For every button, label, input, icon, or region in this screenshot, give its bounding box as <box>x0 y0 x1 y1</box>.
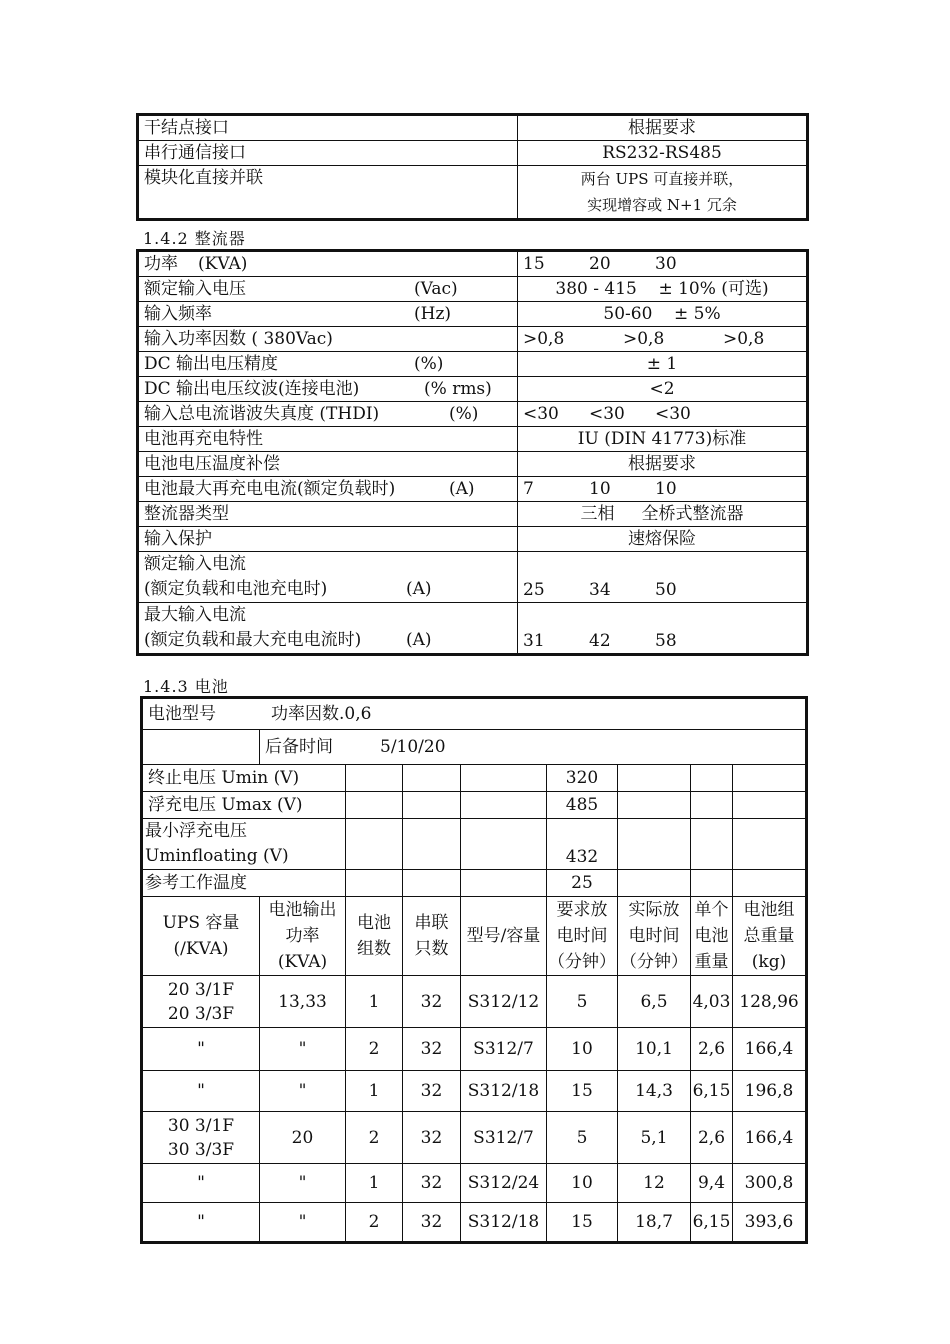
model-cell: S312/12 <box>461 976 547 1028</box>
table-row <box>139 277 807 302</box>
req-time-cell: 15 <box>547 1203 618 1242</box>
col-power <box>260 897 346 976</box>
col-series-line1: 串联 <box>414 913 449 933</box>
max-current-v2: 42 <box>589 631 611 651</box>
col-tw-line1: 电池组 <box>743 900 795 920</box>
pf-v1: >0,8 <box>523 329 565 349</box>
pf-v3: >0,8 <box>723 329 765 349</box>
table-row <box>143 1112 806 1164</box>
rated-current-v1: 25 <box>523 580 545 600</box>
total-weight-cell: 300,8 <box>733 1164 806 1203</box>
ups-capacity-line1: " <box>197 1212 205 1232</box>
col-act-time <box>618 897 691 976</box>
col-ups <box>143 897 260 976</box>
col-req-time <box>547 897 618 976</box>
thdi-values <box>518 402 807 427</box>
pf-v2: >0,8 <box>623 329 665 349</box>
table-row <box>139 502 807 527</box>
ups-capacity-line1: 30 3/1F <box>167 1115 235 1136</box>
empty-cell <box>618 765 691 792</box>
rated-current-v3: 50 <box>655 580 677 600</box>
empty-cell <box>346 870 403 897</box>
uminf-value: 432 <box>547 819 618 870</box>
series-cell: 32 <box>403 976 461 1028</box>
table-row <box>139 603 807 654</box>
col-power-line2: 功率 <box>285 926 320 946</box>
backup-label: 后备时间 <box>265 737 333 757</box>
total-weight-cell: 166,4 <box>733 1112 806 1164</box>
model-cell: S312/18 <box>461 1203 547 1242</box>
empty-cell <box>403 792 461 819</box>
table-row <box>139 527 807 552</box>
total-weight-cell: 393,6 <box>733 1203 806 1242</box>
col-req-line2: 电时间 <box>556 926 608 946</box>
dc-ripple-label: DC 输出电压纹波(连接电池) <box>144 379 360 399</box>
empty-cell <box>691 819 733 870</box>
max-current-unit: (A) <box>406 630 432 650</box>
table-row <box>143 699 806 730</box>
table-row <box>143 819 806 870</box>
col-act-line3: （分钟） <box>620 952 688 972</box>
table-row <box>139 427 807 452</box>
empty-cell <box>403 819 461 870</box>
col-unit-weight <box>691 897 733 976</box>
max-current-v1: 31 <box>523 631 545 651</box>
table-row <box>139 141 807 166</box>
header-row <box>143 897 806 976</box>
rectifier-table <box>138 251 807 654</box>
model-cell: S312/7 <box>461 1112 547 1164</box>
table-row <box>139 116 807 141</box>
rated-current-values <box>518 552 807 603</box>
table-row <box>143 730 806 765</box>
rated-current-label-line2: (额定负载和电池充电时) <box>144 579 328 599</box>
table-row <box>143 870 806 897</box>
battery-model-cell <box>143 699 806 730</box>
battery-rows <box>143 976 806 1242</box>
col-series <box>403 897 461 976</box>
col-power-line3: (KVA) <box>277 952 328 972</box>
max-recharge-label: 电池最大再充电电流(额定负载时) <box>144 479 396 499</box>
col-uw-line1: 单个 <box>694 900 729 920</box>
series-cell: 32 <box>403 1028 461 1071</box>
table-row <box>143 1203 806 1242</box>
empty-cell <box>733 765 806 792</box>
rated-voltage-label: 额定输入电压 <box>144 279 246 299</box>
col-groups <box>346 897 403 976</box>
table-row <box>139 377 807 402</box>
empty-cell <box>143 730 260 765</box>
dc-ripple-value: <2 <box>518 377 807 402</box>
dry-contact-label: 干结点接口 <box>139 116 518 141</box>
max-current-label-cell <box>139 603 518 654</box>
thdi-v3: <30 <box>655 404 691 424</box>
thdi-unit: (%) <box>449 404 479 424</box>
dc-ripple-unit: (% rms) <box>424 379 492 399</box>
empty-cell <box>733 819 806 870</box>
rated-current-v2: 34 <box>589 580 611 600</box>
empty-cell <box>461 765 547 792</box>
total-weight-cell: 196,8 <box>733 1071 806 1112</box>
empty-cell <box>618 792 691 819</box>
ups-capacity-cell <box>143 1203 260 1242</box>
backup-time-cell <box>260 730 806 765</box>
rated-voltage-unit: (Vac) <box>414 279 458 299</box>
col-total-weight <box>733 897 806 976</box>
thdi-label-cell <box>139 402 518 427</box>
frequency-value: 50-60 ± 5% <box>518 302 807 327</box>
col-uw-line2: 电池 <box>694 926 729 946</box>
backup-value: 5/10/20 <box>380 737 446 757</box>
power-v1: 15 <box>523 254 545 274</box>
ups-capacity-line2: 20 3/3F <box>167 1003 235 1024</box>
empty-cell <box>618 870 691 897</box>
series-cell: 32 <box>403 1203 461 1242</box>
empty-cell <box>733 792 806 819</box>
table-row <box>143 1071 806 1112</box>
max-recharge-unit: (A) <box>449 479 475 499</box>
parallel-value-line1: 两台 UPS 可直接并联， <box>580 170 744 188</box>
recharge-value: IU (DIN 41773)标准 <box>518 427 807 452</box>
unit-weight-cell: 2,6 <box>691 1028 733 1071</box>
act-time-cell: 10,1 <box>618 1028 691 1071</box>
rated-voltage-label-cell <box>139 277 518 302</box>
unit-weight-cell: 9,4 <box>691 1164 733 1203</box>
power-values <box>518 252 807 277</box>
max-recharge-v2: 10 <box>589 479 611 499</box>
uminf-label-line2: Uminfloating (V) <box>145 846 289 866</box>
req-time-cell: 15 <box>547 1071 618 1112</box>
table-row <box>139 452 807 477</box>
dc-precision-unit: (%) <box>414 354 444 374</box>
empty-cell <box>346 765 403 792</box>
uminf-label-cell <box>143 819 346 870</box>
table-row <box>143 1028 806 1071</box>
ups-capacity-line1: 20 3/1F <box>167 979 235 1000</box>
groups-cell: 1 <box>346 1164 403 1203</box>
col-ups-line2: (/KVA) <box>173 939 229 959</box>
power-label-cell <box>139 252 518 277</box>
series-cell: 32 <box>403 1164 461 1203</box>
ref-temp-label: 参考工作温度 <box>143 870 346 897</box>
max-recharge-label-cell <box>139 477 518 502</box>
dry-contact-value: 根据要求 <box>518 116 807 141</box>
rated-voltage-value: 380 - 415 ± 10% (可选) <box>518 277 807 302</box>
empty-cell <box>618 819 691 870</box>
unit-weight-cell: 6,15 <box>691 1203 733 1242</box>
col-act-line1: 实际放 <box>628 900 680 920</box>
empty-cell <box>403 765 461 792</box>
ups-capacity-line2: 30 3/3F <box>167 1139 235 1160</box>
ups-capacity-cell <box>143 976 260 1028</box>
battery-model-label: 电池型号 <box>148 704 216 724</box>
rated-current-unit: (A) <box>406 579 432 599</box>
input-protection-value: 速熔保险 <box>518 527 807 552</box>
interface-table <box>138 115 807 219</box>
frequency-unit: (Hz) <box>414 304 452 324</box>
col-series-line2: 只数 <box>414 939 449 959</box>
umin-label: 终止电压 Umin (V) <box>143 765 346 792</box>
power-cell: " <box>260 1071 346 1112</box>
total-weight-cell: 166,4 <box>733 1028 806 1071</box>
power-cell: 20 <box>260 1112 346 1164</box>
empty-cell <box>346 792 403 819</box>
series-cell: 32 <box>403 1071 461 1112</box>
empty-cell <box>691 870 733 897</box>
empty-cell <box>461 819 547 870</box>
req-time-cell: 5 <box>547 1112 618 1164</box>
power-label: 功率 <box>144 254 178 274</box>
battery-table <box>142 698 806 1242</box>
temp-comp-label: 电池电压温度补偿 <box>139 452 518 477</box>
table-row <box>143 1164 806 1203</box>
serial-interface-value: RS232-RS485 <box>518 141 807 166</box>
col-req-line3: （分钟） <box>548 952 616 972</box>
act-time-cell: 5,1 <box>618 1112 691 1164</box>
req-time-cell: 10 <box>547 1164 618 1203</box>
ups-capacity-line1: " <box>197 1173 205 1193</box>
max-current-values <box>518 603 807 654</box>
parallel-label: 模块化直接并联 <box>139 166 518 219</box>
umax-value: 485 <box>547 792 618 819</box>
ups-capacity-cell <box>143 1164 260 1203</box>
table-row <box>139 402 807 427</box>
recharge-label: 电池再充电特性 <box>139 427 518 452</box>
temp-comp-value: 根据要求 <box>518 452 807 477</box>
empty-cell <box>461 792 547 819</box>
power-v2: 20 <box>589 254 611 274</box>
act-time-cell: 14,3 <box>618 1071 691 1112</box>
col-model: 型号/容量 <box>461 897 547 976</box>
empty-cell <box>691 765 733 792</box>
power-factor-text: 功率因数.0,6 <box>271 704 372 724</box>
groups-cell: 2 <box>346 1028 403 1071</box>
groups-cell: 2 <box>346 1112 403 1164</box>
table-row <box>139 352 807 377</box>
col-groups-line1: 电池 <box>357 913 391 933</box>
umin-value: 320 <box>547 765 618 792</box>
act-time-cell: 12 <box>618 1164 691 1203</box>
col-act-line2: 电时间 <box>628 926 680 946</box>
ref-temp-value: 25 <box>547 870 618 897</box>
uminf-label-line1: 最小浮充电压 <box>145 821 247 841</box>
empty-cell <box>691 792 733 819</box>
empty-cell <box>461 870 547 897</box>
dc-precision-value: ± 1 <box>518 352 807 377</box>
model-cell: S312/7 <box>461 1028 547 1071</box>
series-cell: 32 <box>403 1112 461 1164</box>
rated-current-label-line1: 额定输入电流 <box>144 554 246 574</box>
unit-weight-cell: 6,15 <box>691 1071 733 1112</box>
ups-capacity-cell <box>143 1112 260 1164</box>
power-cell: 13,33 <box>260 976 346 1028</box>
ups-capacity-cell <box>143 1028 260 1071</box>
max-recharge-values <box>518 477 807 502</box>
table-row <box>139 477 807 502</box>
col-power-line1: 电池输出 <box>268 900 337 920</box>
max-recharge-v3: 10 <box>655 479 677 499</box>
groups-cell: 2 <box>346 1203 403 1242</box>
table-row <box>143 765 806 792</box>
table-row <box>139 327 807 352</box>
dc-ripple-label-cell <box>139 377 518 402</box>
max-recharge-v1: 7 <box>523 479 534 499</box>
table-row <box>139 166 807 219</box>
rectifier-type-label: 整流器类型 <box>139 502 518 527</box>
table-row <box>143 792 806 819</box>
rated-current-label-cell <box>139 552 518 603</box>
table-row <box>139 552 807 603</box>
groups-cell: 1 <box>346 976 403 1028</box>
act-time-cell: 6,5 <box>618 976 691 1028</box>
ups-capacity-line1: " <box>197 1039 205 1059</box>
power-factor-values <box>518 327 807 352</box>
groups-cell: 1 <box>346 1071 403 1112</box>
req-time-cell: 5 <box>547 976 618 1028</box>
col-req-line1: 要求放 <box>556 900 608 920</box>
col-ups-line1: UPS 容量 <box>162 913 240 933</box>
power-v3: 30 <box>655 254 677 274</box>
table-row <box>139 302 807 327</box>
col-tw-line2: 总重量 <box>743 926 795 946</box>
max-current-label-line2: (额定负载和最大充电电流时) <box>144 630 362 650</box>
frequency-label: 输入频率 <box>144 304 212 324</box>
serial-interface-label: 串行通信接口 <box>139 141 518 166</box>
req-time-cell: 10 <box>547 1028 618 1071</box>
col-tw-line3: (kg) <box>751 952 787 972</box>
power-unit: (KVA) <box>198 254 248 274</box>
parallel-value-line2: 实现增容或 N+1 冗余 <box>587 196 737 214</box>
thdi-v2: <30 <box>589 404 625 424</box>
ups-capacity-line1: " <box>197 1081 205 1101</box>
dc-precision-label-cell <box>139 352 518 377</box>
unit-weight-cell: 2,6 <box>691 1112 733 1164</box>
total-weight-cell: 128,96 <box>733 976 806 1028</box>
frequency-label-cell <box>139 302 518 327</box>
empty-cell <box>733 870 806 897</box>
table-row <box>139 252 807 277</box>
act-time-cell: 18,7 <box>618 1203 691 1242</box>
rectifier-type-value: 三相 全桥式整流器 <box>518 502 807 527</box>
power-factor-label: 输入功率因数 ( 380Vac) <box>139 327 518 352</box>
section-heading-rectifier: 1.4.2 整流器 <box>143 229 246 248</box>
model-cell: S312/18 <box>461 1071 547 1112</box>
empty-cell <box>403 870 461 897</box>
col-groups-line2: 组数 <box>357 939 391 959</box>
thdi-v1: <30 <box>523 404 559 424</box>
section-heading-battery: 1.4.3 电池 <box>143 677 229 696</box>
model-cell: S312/24 <box>461 1164 547 1203</box>
power-cell: " <box>260 1164 346 1203</box>
power-cell: " <box>260 1028 346 1071</box>
thdi-label: 输入总电流谐波失真度 (THDI) <box>144 404 380 424</box>
ups-capacity-cell <box>143 1071 260 1112</box>
max-current-v3: 58 <box>655 631 677 651</box>
input-protection-label: 输入保护 <box>139 527 518 552</box>
max-current-label-line1: 最大输入电流 <box>144 605 246 625</box>
col-uw-line3: 重量 <box>694 952 729 972</box>
parallel-value <box>518 166 807 219</box>
table-row <box>143 976 806 1028</box>
power-cell: " <box>260 1203 346 1242</box>
dc-precision-label: DC 输出电压精度 <box>144 354 279 374</box>
umax-label: 浮充电压 Umax (V) <box>143 792 346 819</box>
empty-cell <box>346 819 403 870</box>
unit-weight-cell: 4,03 <box>691 976 733 1028</box>
